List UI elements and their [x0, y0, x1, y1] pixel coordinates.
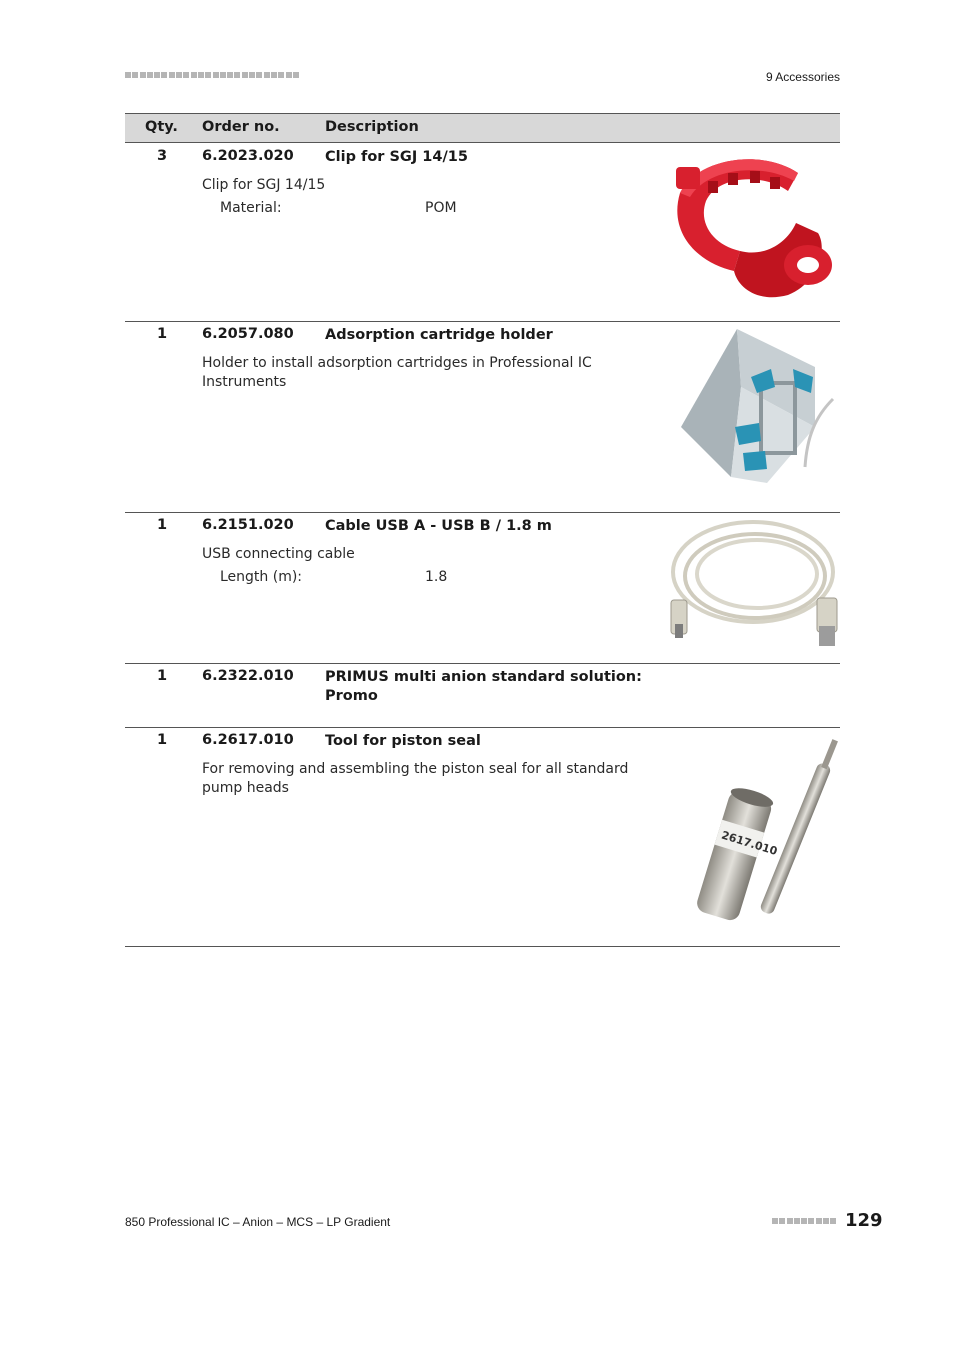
header-description: Description: [325, 119, 419, 135]
row-description: For removing and assembling the piston seal for all standard pump heads: [202, 761, 629, 796]
row-qty: 1: [157, 732, 168, 748]
row-description: Holder to install adsorption cartridges in Professional IC Instruments: [202, 355, 592, 390]
row-order-no: 6.2151.020: [202, 517, 294, 533]
chapter-title: 9 Accessories: [765, 70, 840, 84]
row-qty: 1: [157, 517, 168, 533]
table-row: [125, 143, 840, 322]
piston-tool-image: [665, 733, 841, 925]
tool-label: 2617.010: [719, 828, 779, 858]
row-order-no: 6.2322.010: [202, 668, 294, 684]
footer-decoration: [772, 1218, 838, 1237]
table-row: [125, 727, 840, 947]
header-order-no: Order no.: [202, 119, 280, 135]
row-qty: 3: [157, 148, 168, 164]
row-description: Clip for SGJ 14/15: [202, 177, 326, 193]
row-title: Tool for piston seal: [325, 733, 481, 749]
table-row: [125, 663, 840, 728]
row-order-no: 6.2057.080: [202, 326, 294, 342]
table-row: [125, 321, 840, 513]
row-order-no: 6.2023.020: [202, 148, 294, 164]
header-decoration: [125, 72, 300, 91]
row-qty: 1: [157, 326, 168, 342]
row-title: Cable USB A - USB B / 1.8 m: [325, 518, 552, 534]
row-description: USB connecting cable: [202, 546, 355, 562]
red-clip-image: [668, 153, 840, 299]
spec-label: Material:: [220, 200, 282, 216]
row-qty: 1: [157, 668, 168, 684]
usb-cable-image: [667, 514, 839, 650]
row-title: Clip for SGJ 14/15: [325, 149, 468, 165]
footer-document-title: 850 Professional IC – Anion – MCS – LP Gradient: [125, 1215, 391, 1229]
spec-label: Length (m):: [220, 569, 303, 585]
table-row: [125, 512, 840, 664]
table-header: [125, 113, 840, 143]
spec-value: POM: [425, 200, 457, 216]
row-order-no: 6.2617.010: [202, 732, 294, 748]
row-title: PRIMUS multi anion standard solution: Promo: [325, 669, 642, 704]
header-qty: Qty.: [145, 119, 178, 135]
row-title: Adsorption cartridge holder: [325, 327, 553, 343]
page-number: 129: [845, 1210, 883, 1231]
spec-value: 1.8: [425, 569, 448, 585]
cartridge-holder-image: [675, 327, 837, 485]
